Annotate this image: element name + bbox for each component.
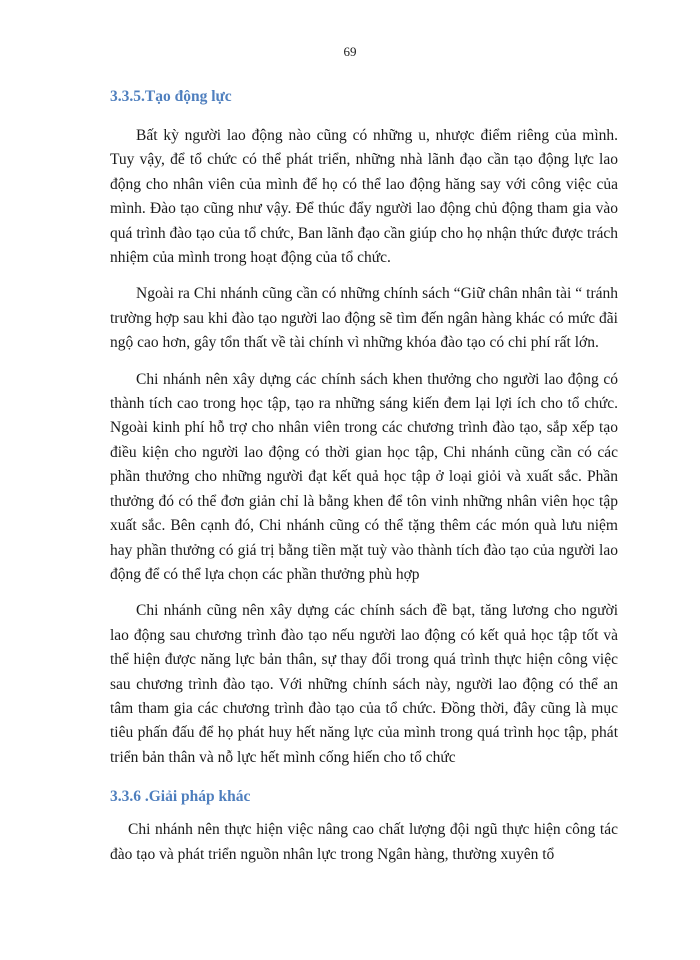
paragraph-reward-policy: Chi nhánh nên xây dựng các chính sách khen thưởng cho người lao động có thành tích cao trong học tập, tạo ra những sáng kiến đem lại lợi ích cho tổ chức. Ngoài kinh phí hỗ trợ cho nhân viên trong các chương trình đào tạo, sắp xếp tạo điều kiện cho người lao động có thời gian học tập, Chi nhánh cũng cần có các phần thưởng cho những người đạt kết quả học tập ở loại giỏi và xuất sắc. Phần thưởng đó có thể đơn giản chỉ là bằng khen để tôn vinh những nhân viên học tập xuất sắc. Bên cạnh đó, Chi nhánh cũng có thể tặng thêm các món quà lưu niệm hay phần thưởng có giá trị bằng tiền mặt tuỳ vào thành tích đào tạo của người lao động để có thể lựa chọn các phần thưởng phù hợp <box>110 370 618 583</box>
page-number: 69 <box>343 44 357 59</box>
paragraph-motivation-intro: Bất kỳ người lao động nào cũng có những u, nhược điểm riêng của mình. Tuy vậy, để tổ chức có thể phát triển, những nhà lãnh đạo cần tạo động lực lao động cho nhân viên của mình để họ có thể lao động hăng say với công việc của mình. Đào tạo cũng như vậy. Để thúc đẩy người lao động chủ động tham gia vào quá trình đào tạo của tổ chức, Ban lãnh đạo cần giúp cho họ nhận thức được trách nhiệm của mình trong hoạt động của tổ chức. <box>110 127 618 267</box>
paragraph-talent-retention: Ngoài ra Chi nhánh cũng cần có những chính sách “Giữ chân nhân tài “ tránh trường hợp sau khi đào tạo người lao động sẽ tìm đến ngân hàng khác có mức đãi ngộ cao hơn, gây tổn thất về tài chính vì những khóa đào tạo có chi phí rất lớn. <box>110 285 618 352</box>
section-heading-3-3-6: 3.3.6 .Giải pháp khác <box>110 788 251 806</box>
paragraph-promotion-policy: Chi nhánh cũng nên xây dựng các chính sách đề bạt, tăng lương cho người lao động sau chương trình đào tạo nếu người lao động có kết quả học tập tốt và thể hiện được năng lực bản thân, sự thay đổi trong quá trình thực hiện công việc sau chương trình đào tạo. Với những chính sách này, người lao động có thể an tâm tham gia các chương trình đào tạo của tổ chức. Đồng thời, đây cũng là mục tiêu phấn đấu để họ phát huy hết năng lực của mình trong quá trình học tập, phát triển bản thân và nỗ lực hết mình cống hiến cho tổ chức <box>110 602 618 766</box>
paragraph-other-solutions: Chi nhánh nên thực hiện việc nâng cao chất lượng đội ngũ thực hiện công tác đào tạo và phát triển nguồn nhân lực trong Ngân hàng, thường xuyên tổ <box>110 821 618 863</box>
section-heading-3-3-5: 3.3.5.Tạo động lực <box>110 88 232 105</box>
document-body <box>110 84 618 879</box>
